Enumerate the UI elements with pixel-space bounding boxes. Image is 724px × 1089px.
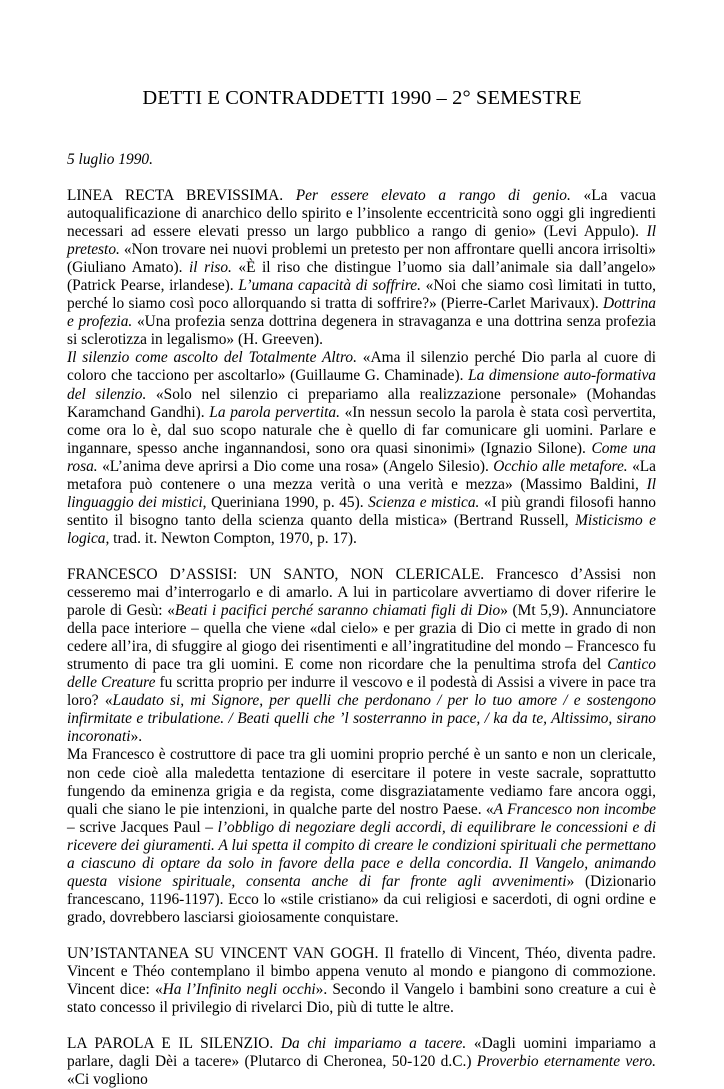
italic-run: Il linguaggio dei mistici — [67, 475, 656, 511]
text-run: «È il riso che distingue l’uomo sia dall’animale sia dall’angelo» (Patrick Pearse, irlandese). — [67, 259, 656, 295]
italic-run: l’obbligo di negoziare degli accordi, di equilibrare le concessioni e di ricevere dei giuramenti. A lui spetta il compito di creare le condizioni spirituali che permettano a ciascuno di optare da solo in favore della pace e della concordia. Il Vangelo, animando questa visione spirituale, consenta anche di far fronte agli avvenimenti — [67, 818, 656, 890]
italic-run: Scienza e mistica. — [368, 493, 480, 511]
document-title: DETTI E CONTRADDETTI 1990 – 2° SEMESTRE — [142, 87, 582, 109]
italic-run: L’umana capacità di soffrire. — [238, 277, 421, 295]
italic-run: Occhio alle metafore. — [493, 457, 628, 475]
italic-run: Il pretesto. — [67, 223, 656, 259]
italic-run: La parola pervertita. — [209, 403, 340, 421]
text-run: fu scritta proprio per indurre il vescovo e il podestà di Assisi a vivere in pace tra loro? « — [67, 674, 657, 710]
italic-run: Cantico delle Creature — [67, 656, 656, 692]
paragraph-gap — [67, 1017, 656, 1035]
paragraph — [67, 566, 656, 746]
paragraph — [67, 349, 656, 548]
italic-run: Laudato si, mi Signore, per quelli che perdonano / per lo tuo amore / e sostengono infirmitate e tribulatione. / Beati quelli che ’l sosterranno in pace, / ka da te, Altissimo, sirano incoronati — [67, 692, 656, 746]
italic-run: Beati i pacifici perché saranno chiamati figli di Dio — [174, 602, 501, 620]
italic-run: Il silenzio come ascolto del Totalmente Altro. — [67, 349, 357, 367]
text-run: «L’anima deve aprirsi a Dio come una rosa» (Angelo Silesio). — [97, 457, 494, 475]
italic-run: A Francesco non incombe — [493, 800, 656, 818]
text-run: «In nessun secolo la parola è stata così pervertita, come ora lo è, dal suo scopo naturale che è quello di far comunicare gli uomini. Parlare e ingannare, spesso anche ingannandosi, sono ora quasi sinonimi» (Ignazio Silone). — [67, 403, 656, 457]
text-run: «La vacua autoqualificazione di anarchico dello spirito e l’insolente eccentricità sono oggi gli ingredienti necessari ad essere elevati presso un largo pubblico a rango di genio» (Levi Appulo). — [67, 187, 657, 241]
text-run: FRANCESCO D’ASSISI: UN SANTO, NON CLERICALE. Francesco d’Assisi non cesseremo mai d’interrogarlo e di amarlo. A lui in particolare avvertiamo di dover riferire le parole di Gesù: « — [67, 565, 656, 620]
italic-run: La dimensione auto-formativa del silenzio. — [67, 367, 656, 403]
text-run: «Non trovare nei nuovi problemi un pretesto per non affrontare quelli ancora irrisolti» (Giuliano Amato). — [67, 241, 656, 277]
paragraph-gap — [67, 927, 656, 945]
entry-date: 5 luglio 1990. — [67, 151, 153, 168]
document-body — [67, 187, 656, 1089]
italic-run: Ha l’Infinito negli occhi — [162, 981, 316, 999]
paragraph — [67, 945, 656, 1017]
text-run: » (Mt 5,9). Annunciatore della pace interiore – quella che viene «dal cielo» e per grazia di Dio ci mette in grado di non cedere all’ira, di sfuggire al giogo dei risentimenti e all’ingratitudine del mondo – Francesco fu strumento di pace tra gli uomini. E come non ricordare che la penultima strofa del — [67, 602, 656, 674]
text-run: ». Secondo il Vangelo i bambini sono creature a cui è stato concesso il privilegio di rivelarci Dio, più di tutte le altre. — [67, 981, 656, 1017]
text-run: , Queriniana 1990, p. 45). — [202, 493, 369, 511]
text-run: trad. it. Newton Compton, 1970, p. 17). — [109, 529, 357, 547]
italic-run: Misticismo e logica, — [67, 511, 656, 547]
paragraph — [67, 746, 656, 926]
italic-run: il riso. — [189, 259, 232, 277]
text-run: «Dagli uomini impariamo a parlare, dagli Dèi a tacere» (Plutarco di Cheronea, 50-120 d.C.) — [67, 1035, 656, 1071]
text-run: «I più grandi filosofi hanno sentito il bisogno tanto della scienza quanto della mistica» (Bertrand Russell, — [67, 493, 656, 529]
text-run: «Noi che siamo così limitati in tutto, perché lo siamo così poco allorquando si tratta di soffrire?» (Pierre-Carlet Marivaux). — [67, 277, 656, 313]
text-run: «Una profezia senza dottrina degenera in stravaganza e una dottrina senza profezia si sclerotizza in legalismo» (H. Greeven). — [67, 313, 656, 349]
text-run: ». — [130, 728, 143, 746]
italic-run: Come una rosa. — [67, 439, 657, 475]
paragraph — [67, 187, 656, 349]
italic-run: Proverbio eternamente vero. — [476, 1053, 656, 1071]
paragraph — [67, 1035, 656, 1089]
text-run: «Ama il silenzio perché Dio parla al cuore di coloro che tacciono per ascoltarlo» (Guillaume G. Chaminade). — [67, 349, 656, 385]
text-run: UN’ISTANTANEA SU VINCENT VAN GOGH. Il fratello di Vincent, Théo, diventa padre. Vincent e Théo contemplano il bimbo appena venuto al mondo e piangono di commozione. Vincent dice: « — [67, 944, 656, 999]
text-run: «Solo nel silenzio ci prepariamo alla realizzazione personale» (Mohandas Karamchand Gandhi). — [67, 385, 656, 421]
italic-run: Da chi impariamo a tacere. — [280, 1035, 467, 1053]
paragraph-gap — [67, 548, 656, 566]
text-run: Ma Francesco è costruttore di pace tra gli uomini proprio perché è un santo e non un clericale, non cede cioè alla maledetta tentazione di esercitare il potere in veste sacrale, soprattutto fungendo da eminenza grigia e da regista, come disgraziatamente vediamo fare ancora oggi, quali che siano le pie intenzioni, in qualche parte del nostro Paese. « — [67, 746, 656, 818]
text-run: LA PAROLA E IL SILENZIO. — [67, 1035, 281, 1053]
text-run: – scrive Jacques Paul – — [67, 818, 218, 836]
text-run: «La metafora può contenere o una mezza verità o una verità e mezza» (Massimo Baldini, — [67, 457, 656, 493]
text-run: LINEA RECTA BREVISSIMA. — [67, 187, 296, 204]
text-run: «Ci vogliono — [67, 1071, 148, 1089]
italic-run: Dottrina e profezia. — [67, 295, 656, 331]
italic-run: Per essere elevato a rango di genio. — [295, 187, 571, 204]
text-run: » (Dizionario francescano, 1196-1197). Ecco lo «stile cristiano» da cui religiosi e sacerdoti, di ogni ordine e grado, dovrebbero lasciarsi gioiosamente conquistare. — [67, 872, 656, 926]
